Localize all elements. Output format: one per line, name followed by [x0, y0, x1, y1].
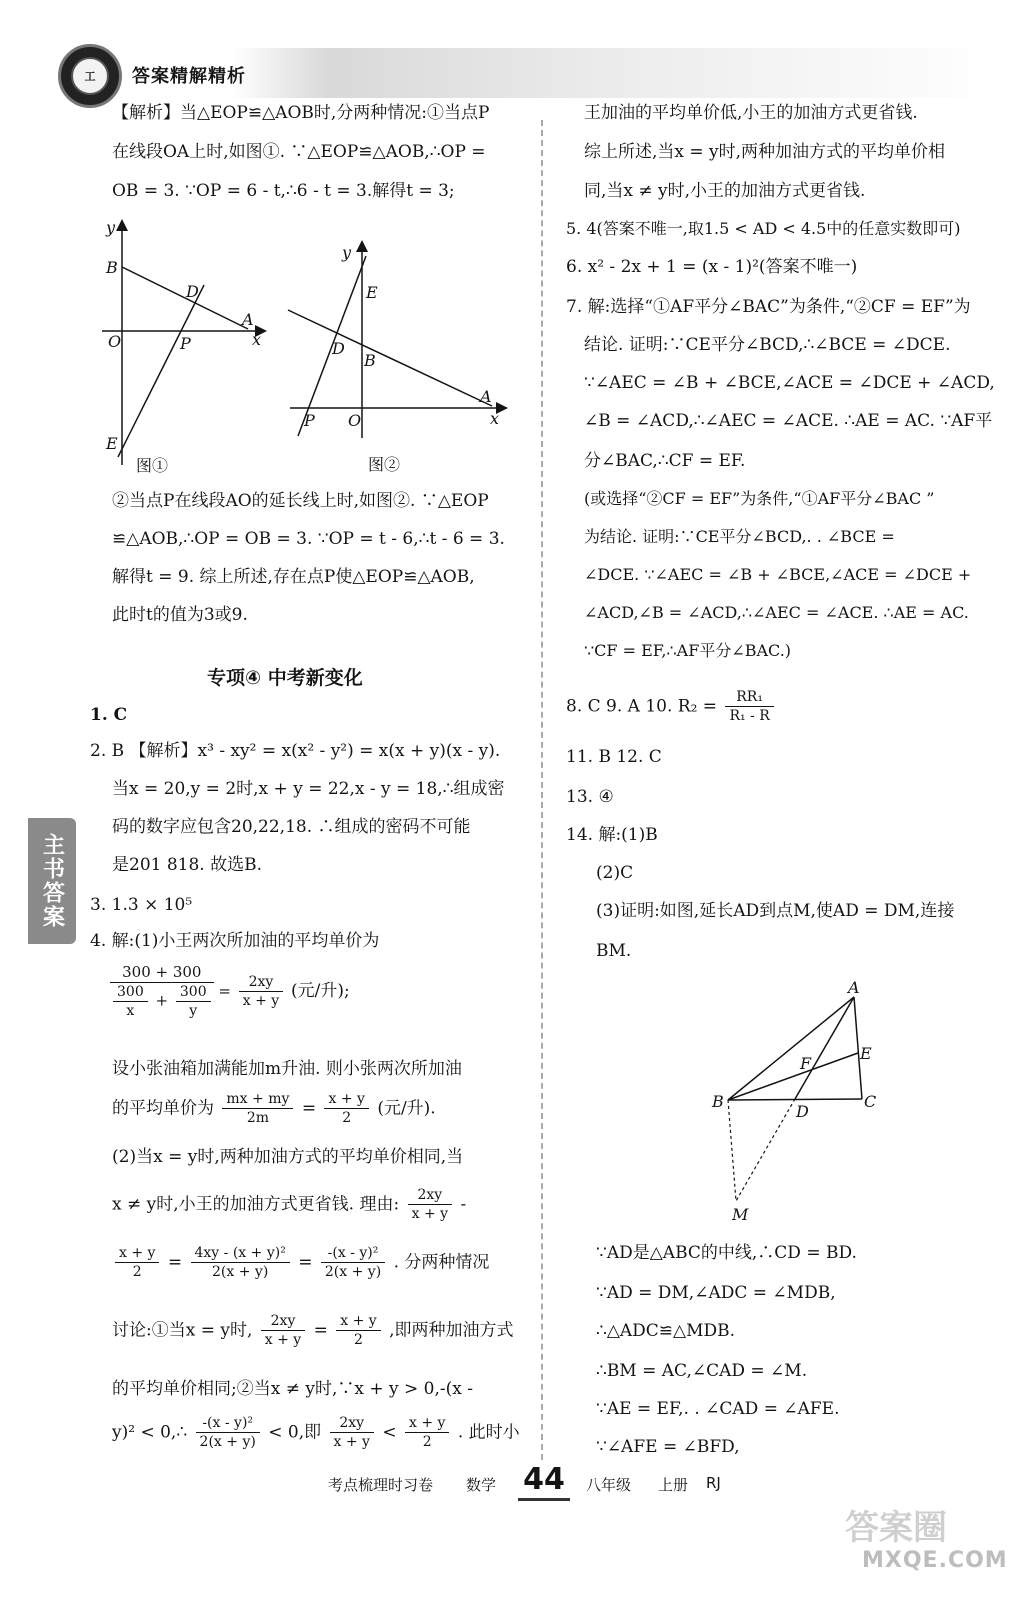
figure-2 — [280, 238, 510, 477]
fig2-caption: 图② — [368, 455, 401, 474]
f1-da-num: 300 — [113, 983, 148, 1002]
answer-4-line-6 — [112, 1244, 489, 1281]
f1-eq: = — [218, 982, 231, 1000]
fig3-label-b: B — [712, 1092, 724, 1111]
l6-c-den: 2(x + y) — [324, 1264, 382, 1280]
fig2-label-b: B — [364, 351, 376, 370]
answer-5: 5. 4(答案不唯一,取1.5 < AD < 4.5中的任意实数即可) — [566, 219, 961, 238]
answer-6: 6. x² - 2x + 1 = (x - 1)²(答案不唯一) — [566, 257, 858, 277]
fig1-line-ba — [122, 267, 248, 329]
q8-pre: 8. C 9. A 10. R₂ = — [566, 696, 718, 717]
fig3-label-d: D — [796, 1102, 809, 1121]
fig1-label-p: P — [180, 334, 191, 353]
f1-numerator: 300 + 300 — [110, 962, 214, 983]
fig1-caption: 图① — [136, 456, 169, 475]
fig2-label-x: x — [490, 409, 500, 428]
l5-tail: - — [460, 1194, 467, 1215]
q10-den: R₁ - R — [729, 708, 770, 724]
answer-4-fraction-1 — [110, 962, 350, 1020]
r-line-1: 王加油的平均单价低,小王的加油方式更省钱. — [584, 103, 918, 123]
l3-pre: 的平均单价为 — [112, 1098, 214, 1119]
answer-2-line-1: 2. B 【解析】x³ - xy² = x(x² - y²) = x(x + y)(x - y). — [90, 741, 501, 761]
f2-eq: = — [301, 1098, 317, 1119]
proof-line-1: ∵AD是△ABC的中线,∴CD = BD. — [596, 1243, 857, 1263]
answer-14-line-1: 14. 解:(1)B — [566, 825, 658, 845]
answer-7-line-10: ∵CF = EF,∴AF平分∠BAC.) — [584, 641, 792, 660]
l6-eq1: = — [167, 1252, 183, 1273]
logo-text: 工 — [71, 57, 109, 95]
fig1-label-x: x — [252, 330, 262, 349]
l6-tail: . 分两种情况 — [393, 1252, 490, 1273]
answer-2-line-3: 码的数字应包含20,22,18. ∴组成的密码不可能 — [112, 817, 471, 837]
answer-7-line-9: ∠ACD,∠B = ∠ACD,∴∠AEC = ∠ACE. ∴AE = AC. — [584, 603, 969, 622]
fig3-label-c: C — [864, 1092, 877, 1111]
answer-4-line-2: 设小张油箱加满能加m升油. 则小张两次所加油 — [112, 1059, 462, 1079]
l6-eq2: = — [298, 1252, 313, 1273]
l9-a-den: 2(x + y) — [199, 1434, 256, 1450]
fig3-label-m: M — [732, 1205, 749, 1224]
answer-4-line-9 — [112, 1414, 520, 1451]
case2-line-3: 解得t = 9. 综上所述,存在点P使△EOP≌△AOB, — [112, 567, 475, 587]
l9-c-den: 2 — [422, 1434, 432, 1450]
answer-14-line-4: BM. — [596, 941, 632, 961]
proof-line-5: ∵AE = EF,. . ∠CAD = ∠AFE. — [596, 1399, 840, 1419]
answer-14-line-2: (2)C — [596, 863, 634, 883]
f1-r-num: 2xy — [239, 973, 283, 992]
r-line-2: 综上所述,当x = y时,两种加油方式的平均单价相 — [584, 142, 946, 162]
figure-1 — [96, 215, 276, 477]
answer-4-intro: 4. 解:(1)小王两次所加油的平均单价为 — [90, 931, 380, 951]
l6-b-num: 4xy - (x + y)² — [191, 1244, 290, 1263]
fig1-label-d: D — [186, 282, 199, 301]
fig3-line-bm — [728, 1100, 736, 1201]
f1-unit: (元/升); — [290, 981, 350, 1001]
answer-7-line-6: (或选择“②CF = EF”为条件,“①AF平分∠BAC ” — [584, 489, 935, 508]
fig1-label-o: O — [108, 332, 122, 351]
analysis-line-3: OB = 3. ∵OP = 6 - t,∴6 - t = 3.解得t = 3; — [112, 181, 455, 201]
footer-edition: RJ — [706, 1474, 721, 1492]
fig2-label-a: A — [480, 387, 492, 406]
fig1-label-b: B — [106, 258, 118, 277]
l6-b-den: 2(x + y) — [212, 1264, 269, 1280]
page-number: 44 — [518, 1462, 570, 1501]
fig1-label-e: E — [106, 434, 118, 453]
case2-line-4: 此时t的值为3或9. — [112, 605, 248, 625]
footer-grade: 八年级 — [586, 1476, 632, 1494]
f2-num: mx + my — [222, 1090, 293, 1109]
proof-line-3: ∴△ADC≌△MDB. — [596, 1321, 736, 1341]
logo — [58, 44, 122, 108]
footer-subject: 数学 — [466, 1476, 497, 1494]
answer-3: 3. 1.3 × 10⁵ — [90, 895, 193, 915]
answer-2-line-2: 当x = 20,y = 2时,x + y = 22,x - y = 18,∴组成密 — [112, 779, 505, 799]
l6-a-num: x + y — [115, 1244, 159, 1263]
fig2-label-e: E — [366, 283, 378, 302]
f1-plus: + — [155, 991, 169, 1010]
case2-line-2: ≌△AOB,∴OP = OB = 3. ∵OP = t - 6,∴t - 6 = 3. — [112, 529, 505, 549]
case2-line-1: ②当点P在线段AO的延长线上时,如图②. ∵△EOP — [112, 491, 489, 511]
l9-pre: y)² < 0,∴ — [112, 1422, 188, 1443]
answer-4-line-7 — [112, 1312, 514, 1349]
fig3-label-f: F — [800, 1054, 812, 1073]
figure-3 — [700, 975, 900, 1225]
analysis-line-1: 【解析】当△EOP≌△AOB时,分两种情况:①当点P — [112, 103, 490, 123]
answer-4-line-5 — [112, 1186, 466, 1223]
fig2-label-p: P — [304, 411, 315, 430]
answer-4-line-3 — [112, 1090, 436, 1127]
l9-tail: . 此时小 — [457, 1422, 520, 1443]
proof-line-2: ∵AD = DM,∠ADC = ∠MDB, — [596, 1283, 836, 1303]
answer-7-line-2: 结论. 证明:∵CE平分∠BCD,∴∠BCE = ∠DCE. — [584, 335, 951, 355]
l9-a-num: -(x - y)² — [196, 1414, 260, 1433]
l6-a-den: 2 — [132, 1264, 142, 1280]
l9-mid: < 0,即 — [268, 1422, 322, 1443]
l7-pre: 讨论:①当x = y时, — [112, 1320, 253, 1341]
answer-7-line-5: 分∠BAC,∴CF = EF. — [584, 451, 746, 471]
fig2-label-o: O — [348, 411, 362, 430]
header-title: 答案精解精析 — [132, 66, 246, 87]
l5-num: 2xy — [408, 1186, 452, 1205]
fig3-label-a: A — [848, 978, 860, 997]
answer-7-line-7: 为结论. 证明:∵CE平分∠BCD,. . ∠BCE = — [584, 527, 895, 546]
answer-13: 13. ④ — [566, 787, 614, 807]
l7-eq: = — [313, 1320, 328, 1341]
fig3-label-e: E — [860, 1044, 872, 1063]
l9-c-num: x + y — [405, 1414, 449, 1433]
l7-b-den: 2 — [354, 1332, 363, 1348]
f2-den: 2m — [246, 1110, 269, 1126]
column-divider — [541, 120, 543, 1460]
section-title: 专项④ 中考新变化 — [207, 667, 363, 689]
l5-pre: x ≠ y时,小王的加油方式更省钱. 理由: — [112, 1194, 400, 1215]
fig1-label-y: y — [106, 218, 116, 237]
footer-book: 考点梳理时习卷 — [328, 1476, 434, 1494]
l7-a-den: x + y — [264, 1332, 302, 1348]
fig2-label-d: D — [332, 339, 345, 358]
watermark-logo: 答案圈 — [845, 1508, 947, 1548]
fig1-line-ed — [118, 285, 204, 457]
f2-r-num: x + y — [324, 1090, 368, 1109]
fig3-line-dm — [736, 1099, 795, 1201]
l5-den: x + y — [411, 1206, 449, 1222]
answer-7-line-4: ∠B = ∠ACD,∴∠AEC = ∠ACE. ∴AE = AC. ∵AF平 — [584, 411, 993, 431]
fig3-line-ad — [795, 997, 854, 1099]
footer-term: 上册 — [658, 1476, 689, 1494]
proof-line-6: ∵∠AFE = ∠BFD, — [596, 1437, 740, 1457]
fig3-line-ab — [728, 997, 854, 1100]
f1-da-den: x — [126, 1003, 135, 1019]
q10-num: RR₁ — [725, 688, 773, 707]
l7-a-num: 2xy — [261, 1312, 305, 1331]
side-tab: 主书答案 — [28, 818, 76, 944]
watermark-url: MXQE.COM — [862, 1548, 1008, 1573]
l7-b-num: x + y — [336, 1312, 380, 1331]
answer-7-line-8: ∠DCE. ∵∠AEC = ∠B + ∠BCE,∠ACE = ∠DCE + — [584, 565, 972, 584]
l6-c-num: -(x - y)² — [321, 1244, 385, 1263]
fig3-line-be — [728, 1053, 858, 1100]
answer-8-10 — [566, 688, 777, 725]
r-line-3: 同,当x ≠ y时,小王的加油方式更省钱. — [584, 181, 866, 201]
f1-db-num: 300 — [176, 983, 211, 1002]
fig2-label-y: y — [342, 243, 352, 262]
fig2-line-da — [288, 310, 492, 406]
answer-4-line-4: (2)当x = y时,两种加油方式的平均单价相同,当 — [112, 1147, 464, 1167]
analysis-line-2: 在线段OA上时,如图①. ∵△EOP≌△AOB,∴OP = — [112, 142, 486, 162]
f2-unit: (元/升). — [377, 1098, 436, 1119]
fig1-label-a: A — [242, 310, 254, 329]
l9-lt: < — [382, 1422, 397, 1443]
answer-1: 1. C — [90, 705, 128, 725]
f2-r-den: 2 — [342, 1110, 352, 1126]
l9-b-den: x + y — [333, 1434, 370, 1450]
answer-7-line-3: ∵∠AEC = ∠B + ∠BCE,∠ACE = ∠DCE + ∠ACD, — [584, 373, 995, 393]
proof-line-4: ∴BM = AC,∠CAD = ∠M. — [596, 1361, 808, 1381]
l9-b-num: 2xy — [330, 1414, 374, 1433]
answer-7-line-1: 7. 解:选择“①AF平分∠BAC”为条件,“②CF = EF”为 — [566, 297, 971, 317]
answer-11-12: 11. B 12. C — [566, 747, 662, 767]
f1-r-den: x + y — [242, 992, 280, 1009]
answer-14-line-3: (3)证明:如图,延长AD到点M,使AD = DM,连接 — [596, 901, 955, 921]
f1-db-den: y — [189, 1003, 198, 1019]
answer-2-line-4: 是201 818. 故选B. — [112, 855, 263, 875]
answer-4-line-8: 的平均单价相同;②当x ≠ y时,∵x + y > 0,-(x - — [112, 1379, 474, 1399]
l7-tail: ,即两种加油方式 — [389, 1320, 514, 1341]
